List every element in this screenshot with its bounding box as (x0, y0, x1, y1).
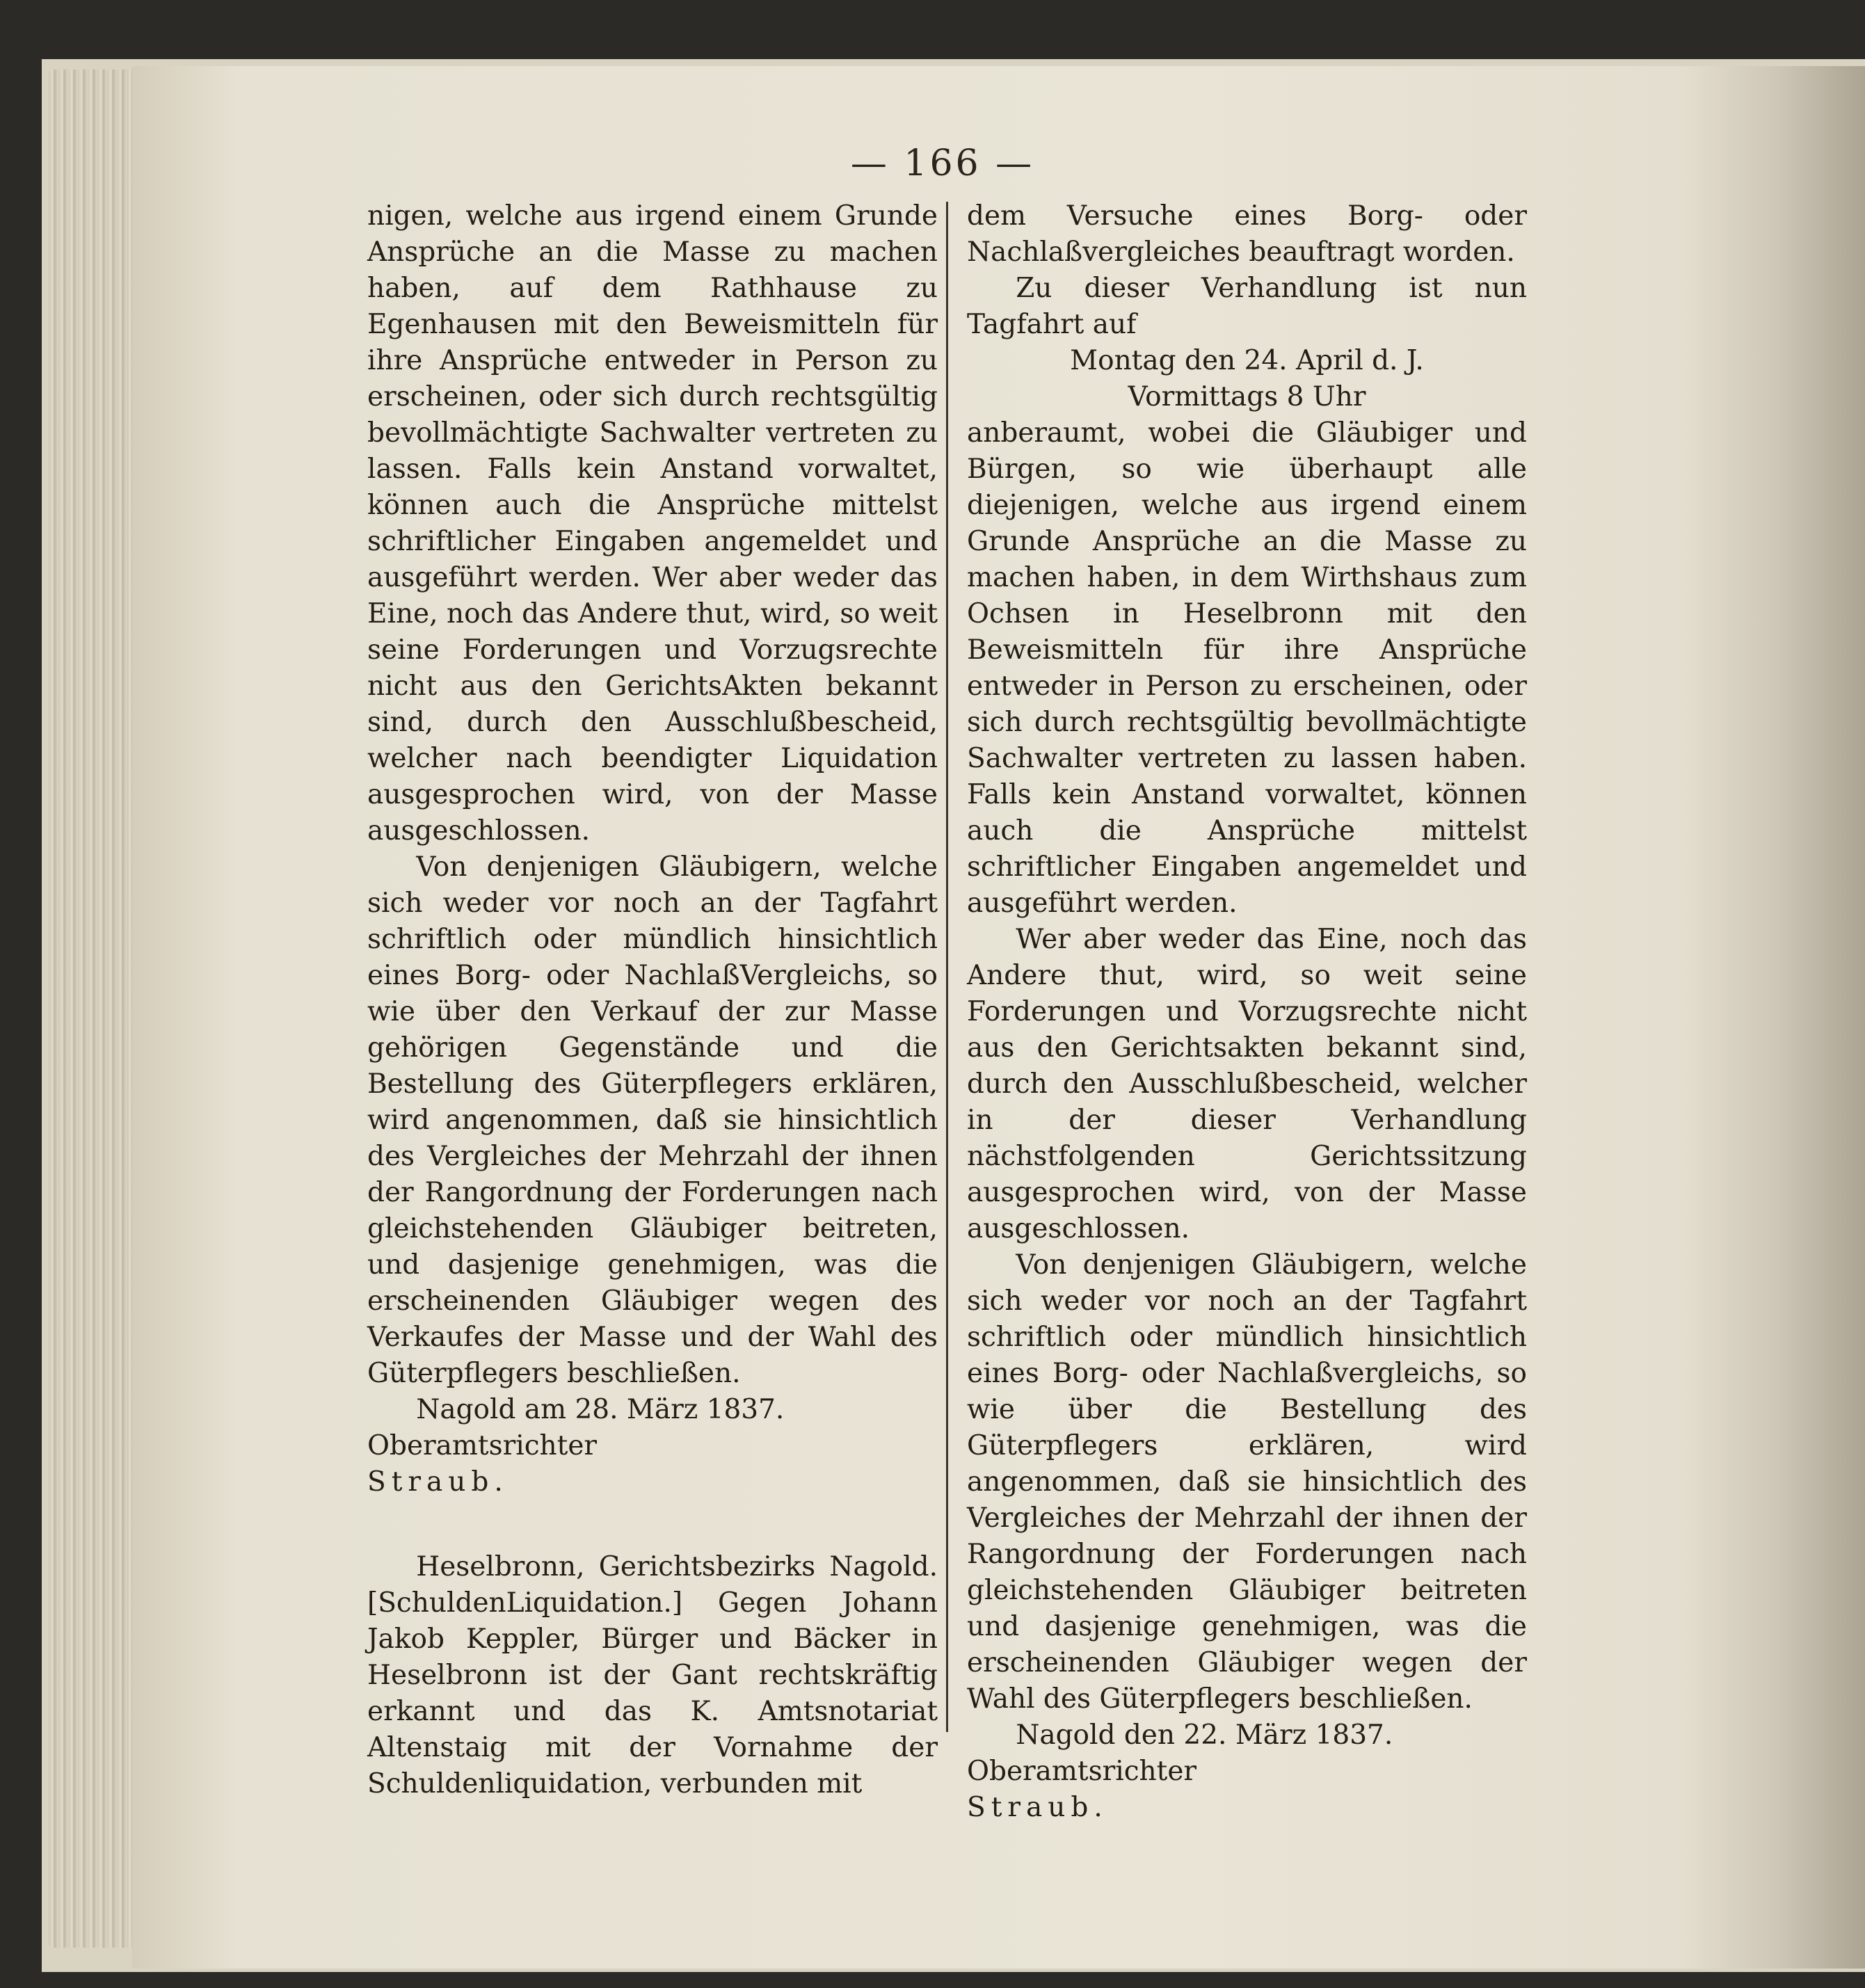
gutter-shadow (1683, 66, 1865, 1969)
left-place-date: Nagold am 28. März 1837. (416, 1394, 785, 1425)
left-signer-title: Oberamtsrichter (367, 1430, 598, 1461)
left-paragraph-1: nigen, welche aus irgend einem Grunde Ansprüche an die Masse zu machen haben, auf dem Rathhause zu Egenhausen mit den Beweismitteln für ihre Ansprüche entweder in Person zu erscheinen, oder sich durch rechtsgültig bevollmächtigte Sachwalter vertreten zu lassen. Falls kein Anstand vorwaltet, können auch die Ansprüche mittelst schriftlicher Eingaben angemeldet und ausgeführt werden. Wer aber weder das Eine, noch das Andere thut, wird, so weit seine Forderungen und Vorzugsrechte nicht aus den GerichtsAkten bekannt sind, durch den Ausschlußbescheid, welcher nach beendigter Liquidation ausgesprochen wird, von der Masse ausgeschlossen. (367, 200, 938, 847)
right-column (967, 198, 1527, 1826)
right-date-line-2: Vormittags 8 Uhr (1128, 381, 1366, 412)
right-paragraph-4: Wer aber weder das Eine, noch das Andere thut, wird, so weit seine Forderungen und Vorzugsrechte nicht aus den Gerichtsakten bekannt sind, durch den Ausschlußbescheid, welcher in der dieser Verhandlung nächstfolgenden Gerichtssitzung ausgesprochen wird, von der Masse ausgeschlossen. (967, 924, 1527, 1244)
right-place-date: Nagold den 22. März 1837. (1016, 1720, 1393, 1751)
left-paragraph-3: Heselbronn, Gerichtsbezirks Nagold. [SchuldenLiquidation.] Gegen Johann Jakob Keppler, Bürger und Bäcker in Heselbronn ist der Gant rechtskräftig erkannt und das K. Amtsnotariat Altenstaig mit der Vornahme der Schuldenliquidation, verbunden mit (367, 1551, 938, 1799)
right-signer-name: Straub. (967, 1792, 1108, 1823)
left-signer-name: Straub. (367, 1466, 509, 1498)
page-edges (49, 70, 139, 1948)
left-spacer (367, 1500, 938, 1549)
right-paragraph-1: dem Versuche eines Borg- oder Nachlaßvergleiches beauftragt worden. (967, 200, 1527, 268)
left-paragraph-2: Von denjenigen Gläubigern, welche sich weder vor noch an der Tagfahrt schriftlich oder mündlich hinsichtlich eines Borg- oder NachlaßVergleichs, so wie über den Verkauf der zur Masse gehörigen Gegenstände und die Bestellung des Güterpflegers erklären, wird angenommen, daß sie hinsichtlich des Vergleiches der Mehrzahl der ihnen der Rangordnung der Forderungen nach gleichstehenden Gläubiger beitreten, und dasjenige genehmigen, was die erscheinenden Gläubiger wegen des Verkaufes der Masse und der Wahl des Güterpflegers beschließen. (367, 851, 938, 1389)
right-date-line-1: Montag den 24. April d. J. (1070, 345, 1424, 376)
column-divider (946, 202, 948, 1732)
right-paragraph-5: Von denjenigen Gläubigern, welche sich weder vor noch an der Tagfahrt schriftlich oder mündlich hinsichtlich eines Borg- oder Nachlaßvergleichs, so wie über die Bestellung des Güterpflegers erklären, wird angenommen, daß sie hinsichtlich des Vergleiches der Mehrzahl der ihnen der Rangordnung der Forderungen nach gleichstehenden Gläubiger beitreten und dasjenige genehmigen, was die erscheinenden Gläubiger wegen der Wahl des Güterpflegers beschließen. (967, 1249, 1527, 1715)
right-paragraph-3: anberaumt, wobei die Gläubiger und Bürgen, so wie überhaupt alle diejenigen, welche aus irgend einem Grunde Ansprüche an die Masse zu machen haben, in dem Wirthshaus zum Ochsen in Heselbronn mit den Beweismitteln für ihre Ansprüche entweder in Person zu erscheinen, oder sich durch rechtsgültig bevollmächtigte Sachwalter vertreten zu lassen haben. Falls kein Anstand vorwaltet, können auch die Ansprüche mittelst schriftlicher Eingaben angemeldet und ausgeführt werden. (967, 417, 1527, 919)
page-number: — 166 — (850, 143, 1035, 184)
right-paragraph-2: Zu dieser Verhandlung ist nun Tagfahrt auf (967, 273, 1527, 340)
left-column (367, 198, 938, 1802)
right-signer-title: Oberamtsrichter (967, 1756, 1197, 1787)
